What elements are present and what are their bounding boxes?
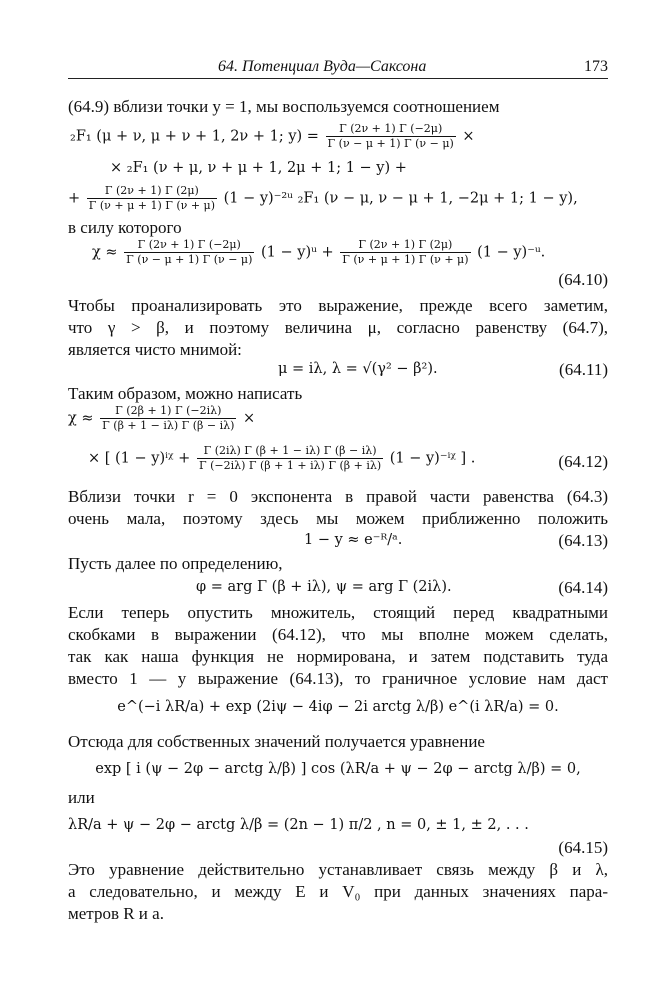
equation-text: 1 − y ≈ e⁻ᴿ/ᵃ. (304, 532, 403, 548)
text-line: очень мала, поэтому здесь мы можем приближенно положить (68, 509, 608, 528)
equation-text: × (462, 128, 475, 145)
section-title: 64. Потенциал Вуда—Саксона (218, 58, 427, 75)
fraction-denominator: Γ (ν − μ + 1) Γ (ν − μ) (126, 253, 253, 266)
running-header (68, 56, 608, 79)
equation-number: (64.10) (558, 270, 608, 289)
equation-number: (64.15) (558, 838, 608, 857)
equation-text: (1 − y)ᵘ + (261, 244, 334, 261)
equation-text: χ ≈ (68, 410, 94, 427)
fraction (326, 122, 456, 151)
fraction-denominator: Γ (β + 1 − iλ) Γ (β − iλ) (102, 419, 235, 432)
equation-a-line2: × ₂F₁ (ν + μ, ν + μ + 1, 2μ + 1; 1 − y) + (110, 160, 407, 176)
text-line: скобками в выражении (64.12), что мы вполне можем сделать, (68, 625, 608, 644)
equation-boundary-condition: e^(−i λR/a) + exp (2iψ − 4iφ − 2i arctg λ/β) e^(i λR/a) = 0. (117, 699, 559, 715)
fraction (197, 444, 383, 473)
equation-a-line3 (68, 184, 578, 213)
equation-text: (1 − y)⁻ᵘ. (477, 244, 546, 261)
equation-a-line1 (70, 122, 475, 151)
equation-eigenvalue: exp [ i (ψ − 2φ − arctg λ/β) ] cos (λR/a + ψ − 2φ − arctg λ/β) = 0, (95, 761, 581, 777)
text-line: вместо 1 — y выражение (64.13), то граничное условие нам даст (68, 669, 608, 688)
text-line: Вблизи точки r = 0 экспонента в правой части равенства (64.3) (68, 487, 608, 506)
text-line: Пусть далее по определению, (68, 554, 283, 573)
fraction-numerator: Γ (2β + 1) Γ (−2iλ) (100, 404, 236, 419)
equation-text: χ ≈ (92, 244, 118, 261)
equation-text: + (68, 190, 81, 207)
equation-number: (64.12) (558, 452, 608, 471)
fraction-denominator: Γ (−2iλ) Γ (β + 1 + iλ) Γ (β + iλ) (198, 459, 382, 472)
text-line: Таким образом, можно написать (68, 384, 303, 403)
fraction-numerator: Γ (2ν + 1) Γ (−2μ) (124, 238, 254, 253)
equation-text: (1 − y)⁻²ᵘ ₂F₁ (ν − μ, ν − μ + 1, −2μ + 1; 1 − y), (223, 190, 578, 207)
text-line: в силу которого (68, 218, 182, 237)
text-line: а следовательно, и между E и V₀ при данных значениях пара- (68, 882, 608, 901)
page-number: 173 (584, 58, 608, 75)
equation-text: ₂F₁ (μ + ν, μ + ν + 1, 2ν + 1; y) = (70, 128, 319, 145)
fraction (124, 238, 254, 267)
fraction-denominator: Γ (ν + μ + 1) Γ (ν + μ) (88, 199, 215, 212)
text-line: Если теперь опустить множитель, стоящий перед квадратными (68, 603, 608, 622)
fraction-numerator: Γ (2ν + 1) Γ (2μ) (87, 184, 217, 199)
equation-64-15: λR/a + ψ − 2φ − arctg λ/β = (2n − 1) π/2 , n = 0, ± 1, ± 2, . . . (68, 817, 529, 833)
fraction (87, 184, 217, 213)
text-line: или (68, 788, 95, 807)
equation-number: (64.13) (558, 531, 608, 550)
equation-text: μ = iλ, λ = √(γ² − β²). (278, 361, 438, 377)
equation-64-12-line1 (68, 404, 255, 433)
equation-text: (1 − y)⁻ⁱᵡ ] . (389, 450, 476, 467)
equation-number: (64.11) (559, 360, 608, 379)
fraction-denominator: Γ (ν − μ + 1) Γ (ν − μ) (327, 137, 454, 150)
equation-number: (64.14) (558, 578, 608, 597)
text-line: (64.9) вблизи точки y = 1, мы воспользуемся соотношением (68, 97, 500, 116)
equation-text: × [ (1 − y)ⁱᵡ + (88, 450, 191, 467)
fraction (100, 404, 236, 433)
text-line: является чисто мнимой: (68, 340, 242, 359)
text-line: Отсюда для собственных значений получается уравнение (68, 732, 485, 751)
text-line: метров R и a. (68, 904, 164, 923)
equation-text: φ = arg Γ (β + iλ), ψ = arg Γ (2iλ). (196, 579, 452, 595)
text-line: что γ > β, и поэтому величина μ, согласно равенству (64.7), (68, 318, 608, 337)
equation-text: × (243, 410, 256, 427)
fraction-denominator: Γ (ν + μ + 1) Γ (ν + μ) (342, 253, 469, 266)
text-line: так как наша функция не нормирована, и затем подставить туда (68, 647, 608, 666)
fraction-numerator: Γ (2ν + 1) Γ (−2μ) (326, 122, 456, 137)
fraction-numerator: Γ (2iλ) Γ (β + 1 − iλ) Γ (β − iλ) (197, 444, 383, 459)
text-line: Чтобы проанализировать это выражение, прежде всего заметим, (68, 296, 608, 315)
text-line: Это уравнение действительно устанавливает связь между β и λ, (68, 860, 608, 879)
equation-64-10 (92, 238, 545, 267)
fraction (340, 238, 470, 267)
fraction-numerator: Γ (2ν + 1) Γ (2μ) (340, 238, 470, 253)
equation-64-12-line2 (88, 444, 475, 473)
